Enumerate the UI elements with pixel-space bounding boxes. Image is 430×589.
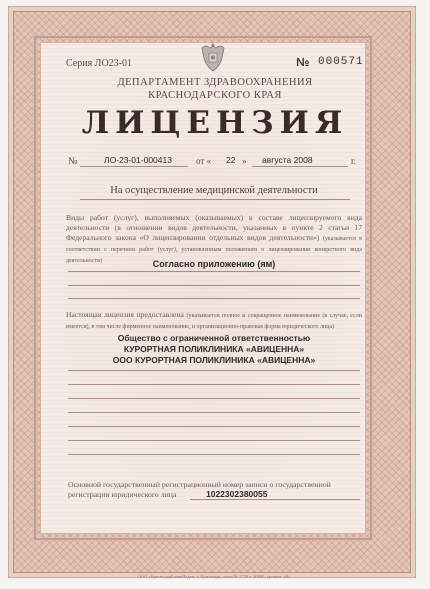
printer-footer: ООО «КраснодарБланкИздат» г. Краснодар, заказ № 3759 т. 20000, уровень «В» xyxy=(137,574,291,579)
registration-underline xyxy=(190,499,360,500)
coat-of-arms-icon xyxy=(198,40,228,74)
date-from-label: от « xyxy=(196,156,212,166)
date-day-close: » xyxy=(242,156,247,166)
works-value: Согласно приложению (ям) xyxy=(152,259,276,269)
registration-text-line1: Основной государственный регистрационный номер записи о государственной xyxy=(68,480,331,489)
organization-full-name xyxy=(66,333,362,366)
issued-text: Настоящая лицензия предоставлена xyxy=(66,310,184,319)
organization-line1: Общество с ограниченной ответственностью xyxy=(117,333,311,343)
issued-description xyxy=(66,310,362,332)
registration-number: 1022302380055 xyxy=(206,489,268,499)
works-note: (указывается в соответствии с перечнем работ (услуг), установленным положением о лицензировании конкретного вида деятельности) xyxy=(66,236,362,264)
number-sign: № xyxy=(296,55,310,69)
department-line2: КРАСНОДАРСКОГО КРАЯ xyxy=(148,90,282,101)
org-underline-4 xyxy=(68,412,360,413)
works-text: Виды работ (услуг), выполняемых (оказываемых) в составе лицензируемого вида деятельности (в отношении видов деятельности, указанных в пункте 2 статьи 17 Федерального закона «О лицензировании отдельных видов деятельности») xyxy=(66,213,362,242)
license-day: 22 xyxy=(226,155,236,165)
org-underline-5 xyxy=(68,426,360,427)
license-number: ЛО-23-01-000413 xyxy=(104,155,172,165)
org-underline-6 xyxy=(68,440,360,441)
registration-text-line2: регистрации юридического лица xyxy=(68,490,177,499)
document-title: ЛИЦЕНЗИЯ xyxy=(81,105,349,141)
year-suffix: г. xyxy=(351,156,356,166)
department-line1: ДЕПАРТАМЕНТ ЗДРАВООХРАНЕНИЯ xyxy=(117,77,313,88)
works-underline-1 xyxy=(68,271,360,272)
license-number-sign: № xyxy=(68,156,78,167)
org-underline-7 xyxy=(68,454,360,455)
organization-short-name: ООО КУРОРТНАЯ ПОЛИКЛИНИКА «АВИЦЕННА» xyxy=(112,355,316,365)
org-underline-3 xyxy=(68,398,360,399)
license-date-underline xyxy=(252,166,348,167)
license-number-underline xyxy=(80,166,188,167)
works-underline-2 xyxy=(68,285,360,286)
org-underline-2 xyxy=(68,384,360,385)
license-month-year: августа 2008 xyxy=(262,155,313,165)
organization-line2: КУРОРТНАЯ ПОЛИКЛИНИКА «АВИЦЕННА» xyxy=(123,344,305,354)
activity-underline xyxy=(80,199,350,200)
blank-number: 000571 xyxy=(318,56,364,68)
org-underline-1 xyxy=(68,370,360,371)
works-underline-3 xyxy=(68,298,360,299)
activity-type: На осуществление медицинской деятельности xyxy=(110,185,318,196)
series-label: Серия ЛО23-01 xyxy=(66,58,133,69)
issued-note: (указывается полное и сокращенное наименование (в случае, если имеется), в том числе фирменное наименование, и организационно-правовая форма юридического лица) xyxy=(66,313,362,330)
